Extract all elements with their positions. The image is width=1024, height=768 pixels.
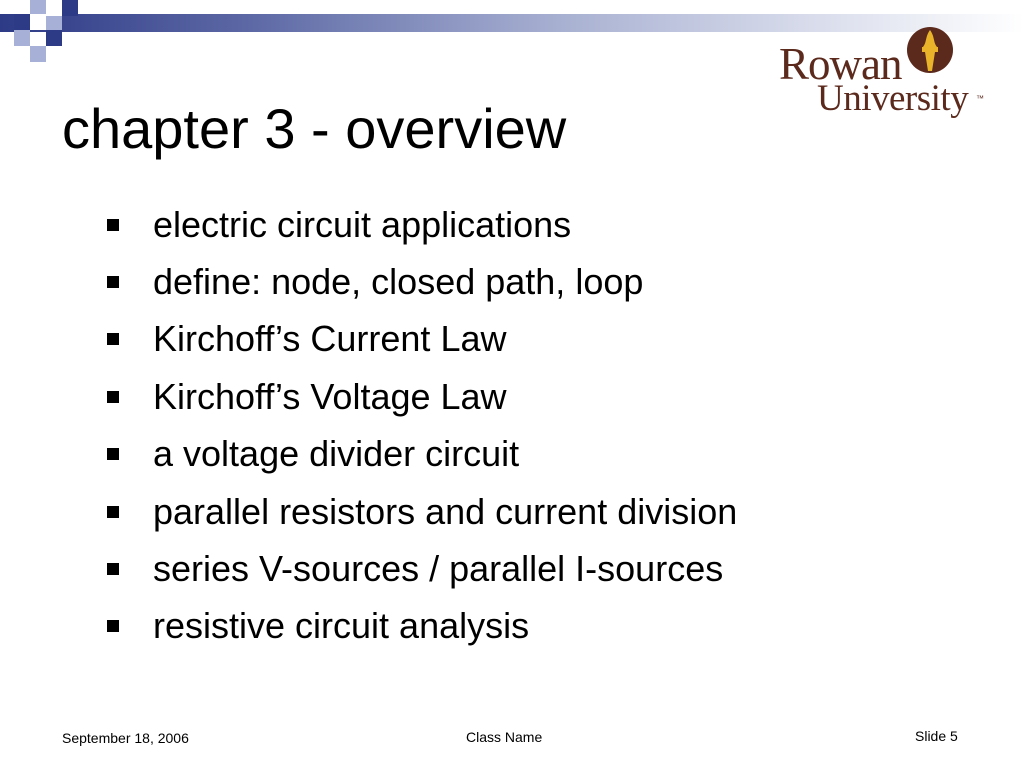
bullet-text: electric circuit applications bbox=[153, 203, 572, 245]
square-bullet-icon bbox=[107, 276, 119, 288]
deco-square bbox=[62, 0, 78, 16]
bullet-item bbox=[106, 540, 737, 597]
bullet-item bbox=[106, 196, 737, 253]
footer-date: September 18, 2006 bbox=[62, 730, 189, 746]
deco-square bbox=[46, 0, 62, 16]
bullet-item bbox=[106, 311, 737, 368]
bullet-item bbox=[106, 368, 737, 425]
torch-icon bbox=[906, 22, 954, 80]
bullet-text: resistive circuit analysis bbox=[153, 605, 530, 647]
footer-class-name: Class Name bbox=[466, 729, 543, 745]
deco-square bbox=[30, 46, 46, 62]
bullet-list bbox=[106, 196, 737, 655]
bullet-text: a voltage divider circuit bbox=[153, 433, 520, 475]
rowan-university-logo bbox=[776, 20, 988, 120]
square-bullet-icon bbox=[107, 506, 119, 518]
logo-text-rowan: Rowan bbox=[779, 39, 902, 89]
square-bullet-icon bbox=[107, 620, 119, 632]
bullet-text: Kirchoff’s Current Law bbox=[153, 318, 507, 360]
square-bullet-icon bbox=[107, 448, 119, 460]
deco-square bbox=[14, 14, 30, 30]
deco-square bbox=[46, 30, 62, 46]
bullet-item bbox=[106, 253, 737, 310]
footer-slide-number: Slide 5 bbox=[915, 728, 958, 744]
bullet-text: series V-sources / parallel I-sources bbox=[153, 548, 724, 590]
deco-square bbox=[14, 30, 30, 46]
deco-square bbox=[30, 14, 46, 30]
bullet-item bbox=[106, 483, 737, 540]
bullet-item bbox=[106, 598, 737, 655]
logo-trademark: ™ bbox=[976, 94, 984, 103]
logo-text-university: University bbox=[817, 78, 969, 119]
bullet-text: define: node, closed path, loop bbox=[153, 261, 644, 303]
deco-square bbox=[46, 14, 62, 30]
bullet-text: parallel resistors and current division bbox=[153, 490, 738, 532]
square-bullet-icon bbox=[107, 333, 119, 345]
bullet-item bbox=[106, 426, 737, 483]
slide-title: chapter 3 - overview bbox=[62, 97, 567, 160]
bullet-text: Kirchoff’s Voltage Law bbox=[153, 375, 507, 417]
square-bullet-icon bbox=[107, 219, 119, 231]
square-bullet-icon bbox=[107, 391, 119, 403]
square-bullet-icon bbox=[107, 563, 119, 575]
